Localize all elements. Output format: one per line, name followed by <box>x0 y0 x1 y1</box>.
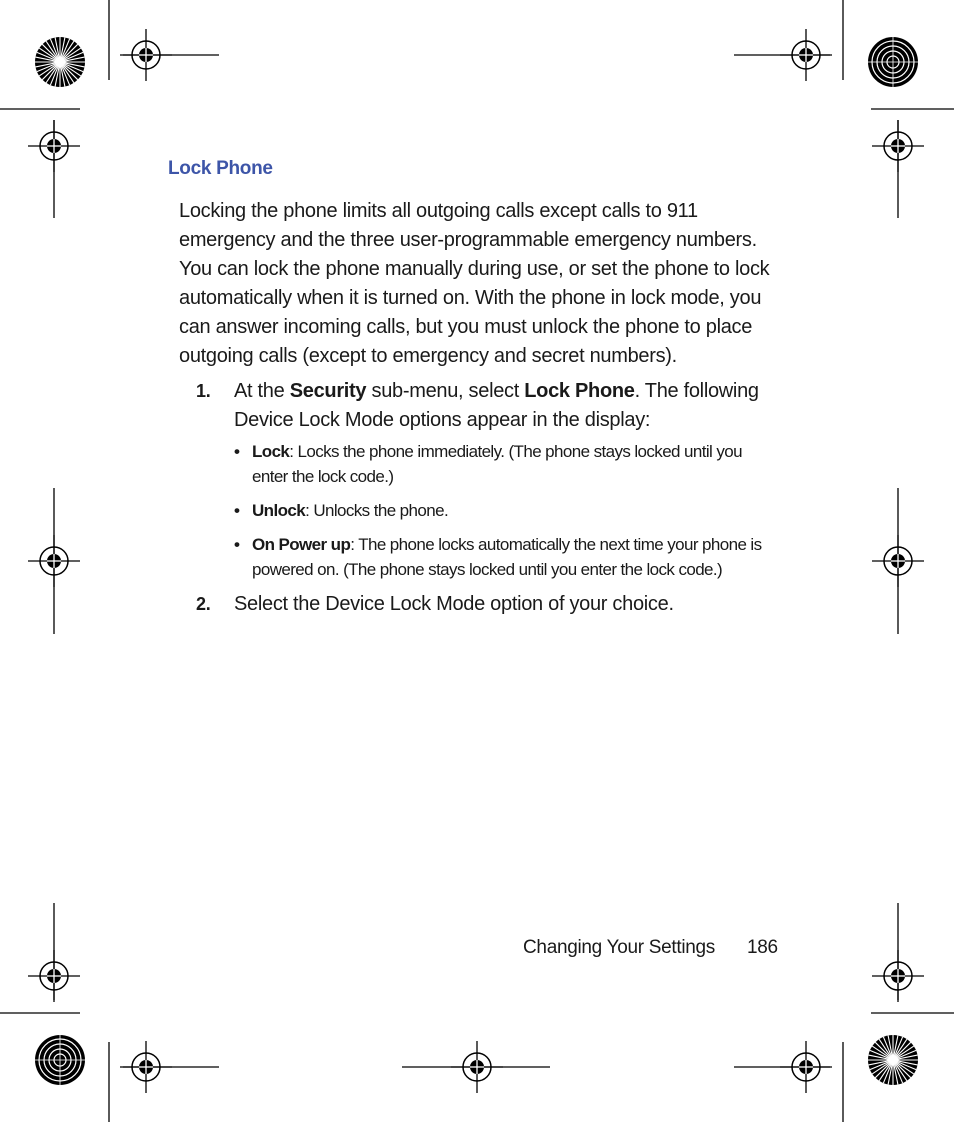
bullet-icon: • <box>234 501 240 520</box>
page-number: 186 <box>747 937 778 958</box>
option-term: On Power up <box>252 535 351 554</box>
step-item <box>196 377 766 435</box>
option-term: Lock <box>252 442 290 461</box>
registration-mark-icon <box>872 120 924 172</box>
registration-mark-icon <box>28 950 80 1002</box>
page-footer <box>523 937 778 959</box>
ring-target-icon <box>868 37 918 87</box>
intro-paragraph: Locking the phone limits all outgoing calls except calls to 911 emergency and the three user-programmable emergency numbers. You can lock the phone manually during use, or set the phone to lock automatically when it is turned on. With the phone in lock mode, you can answer incoming calls, but you must unlock the phone to place outgoing calls (except to emergency and secret numbers). <box>179 200 770 367</box>
registration-mark-icon <box>872 535 924 587</box>
section-heading: Lock Phone <box>168 158 273 179</box>
option-description: : The phone locks automatically the next time your phone is powered on. (The phone stays locked until you enter the lock code.) <box>252 535 762 579</box>
menu-name: Security <box>289 380 367 402</box>
option-description: : Unlocks the phone. <box>305 501 449 520</box>
registration-mark-icon <box>120 1041 172 1093</box>
step-text: At the Security sub-menu, select Lock Phone. The following Device Lock Mode options appear in the display: <box>234 380 759 431</box>
registration-mark-icon <box>872 950 924 1002</box>
registration-mark-icon <box>780 1041 832 1093</box>
ring-target-icon <box>35 1035 85 1085</box>
registration-mark-icon <box>28 120 80 172</box>
option-term: Unlock <box>252 501 306 520</box>
starburst-target-icon <box>868 1035 918 1085</box>
step-item <box>196 590 766 619</box>
step-number: 2. <box>196 594 211 614</box>
registration-mark-icon <box>28 535 80 587</box>
registration-mark-icon <box>780 29 832 81</box>
starburst-target-icon <box>35 37 85 87</box>
step-text: Select the Device Lock Mode option of your choice. <box>234 593 674 615</box>
list-item <box>234 439 774 489</box>
step-number: 1. <box>196 381 211 401</box>
option-name: Lock Phone <box>524 380 635 402</box>
list-item <box>234 532 774 582</box>
list-item <box>234 498 774 523</box>
bullet-icon: • <box>234 535 240 554</box>
chapter-title: Changing Your Settings <box>523 937 716 958</box>
registration-mark-icon <box>451 1041 503 1093</box>
bullet-icon: • <box>234 442 240 461</box>
option-description: : Locks the phone immediately. (The phone stays locked until you enter the lock code.) <box>252 442 742 486</box>
registration-mark-icon <box>120 29 172 81</box>
